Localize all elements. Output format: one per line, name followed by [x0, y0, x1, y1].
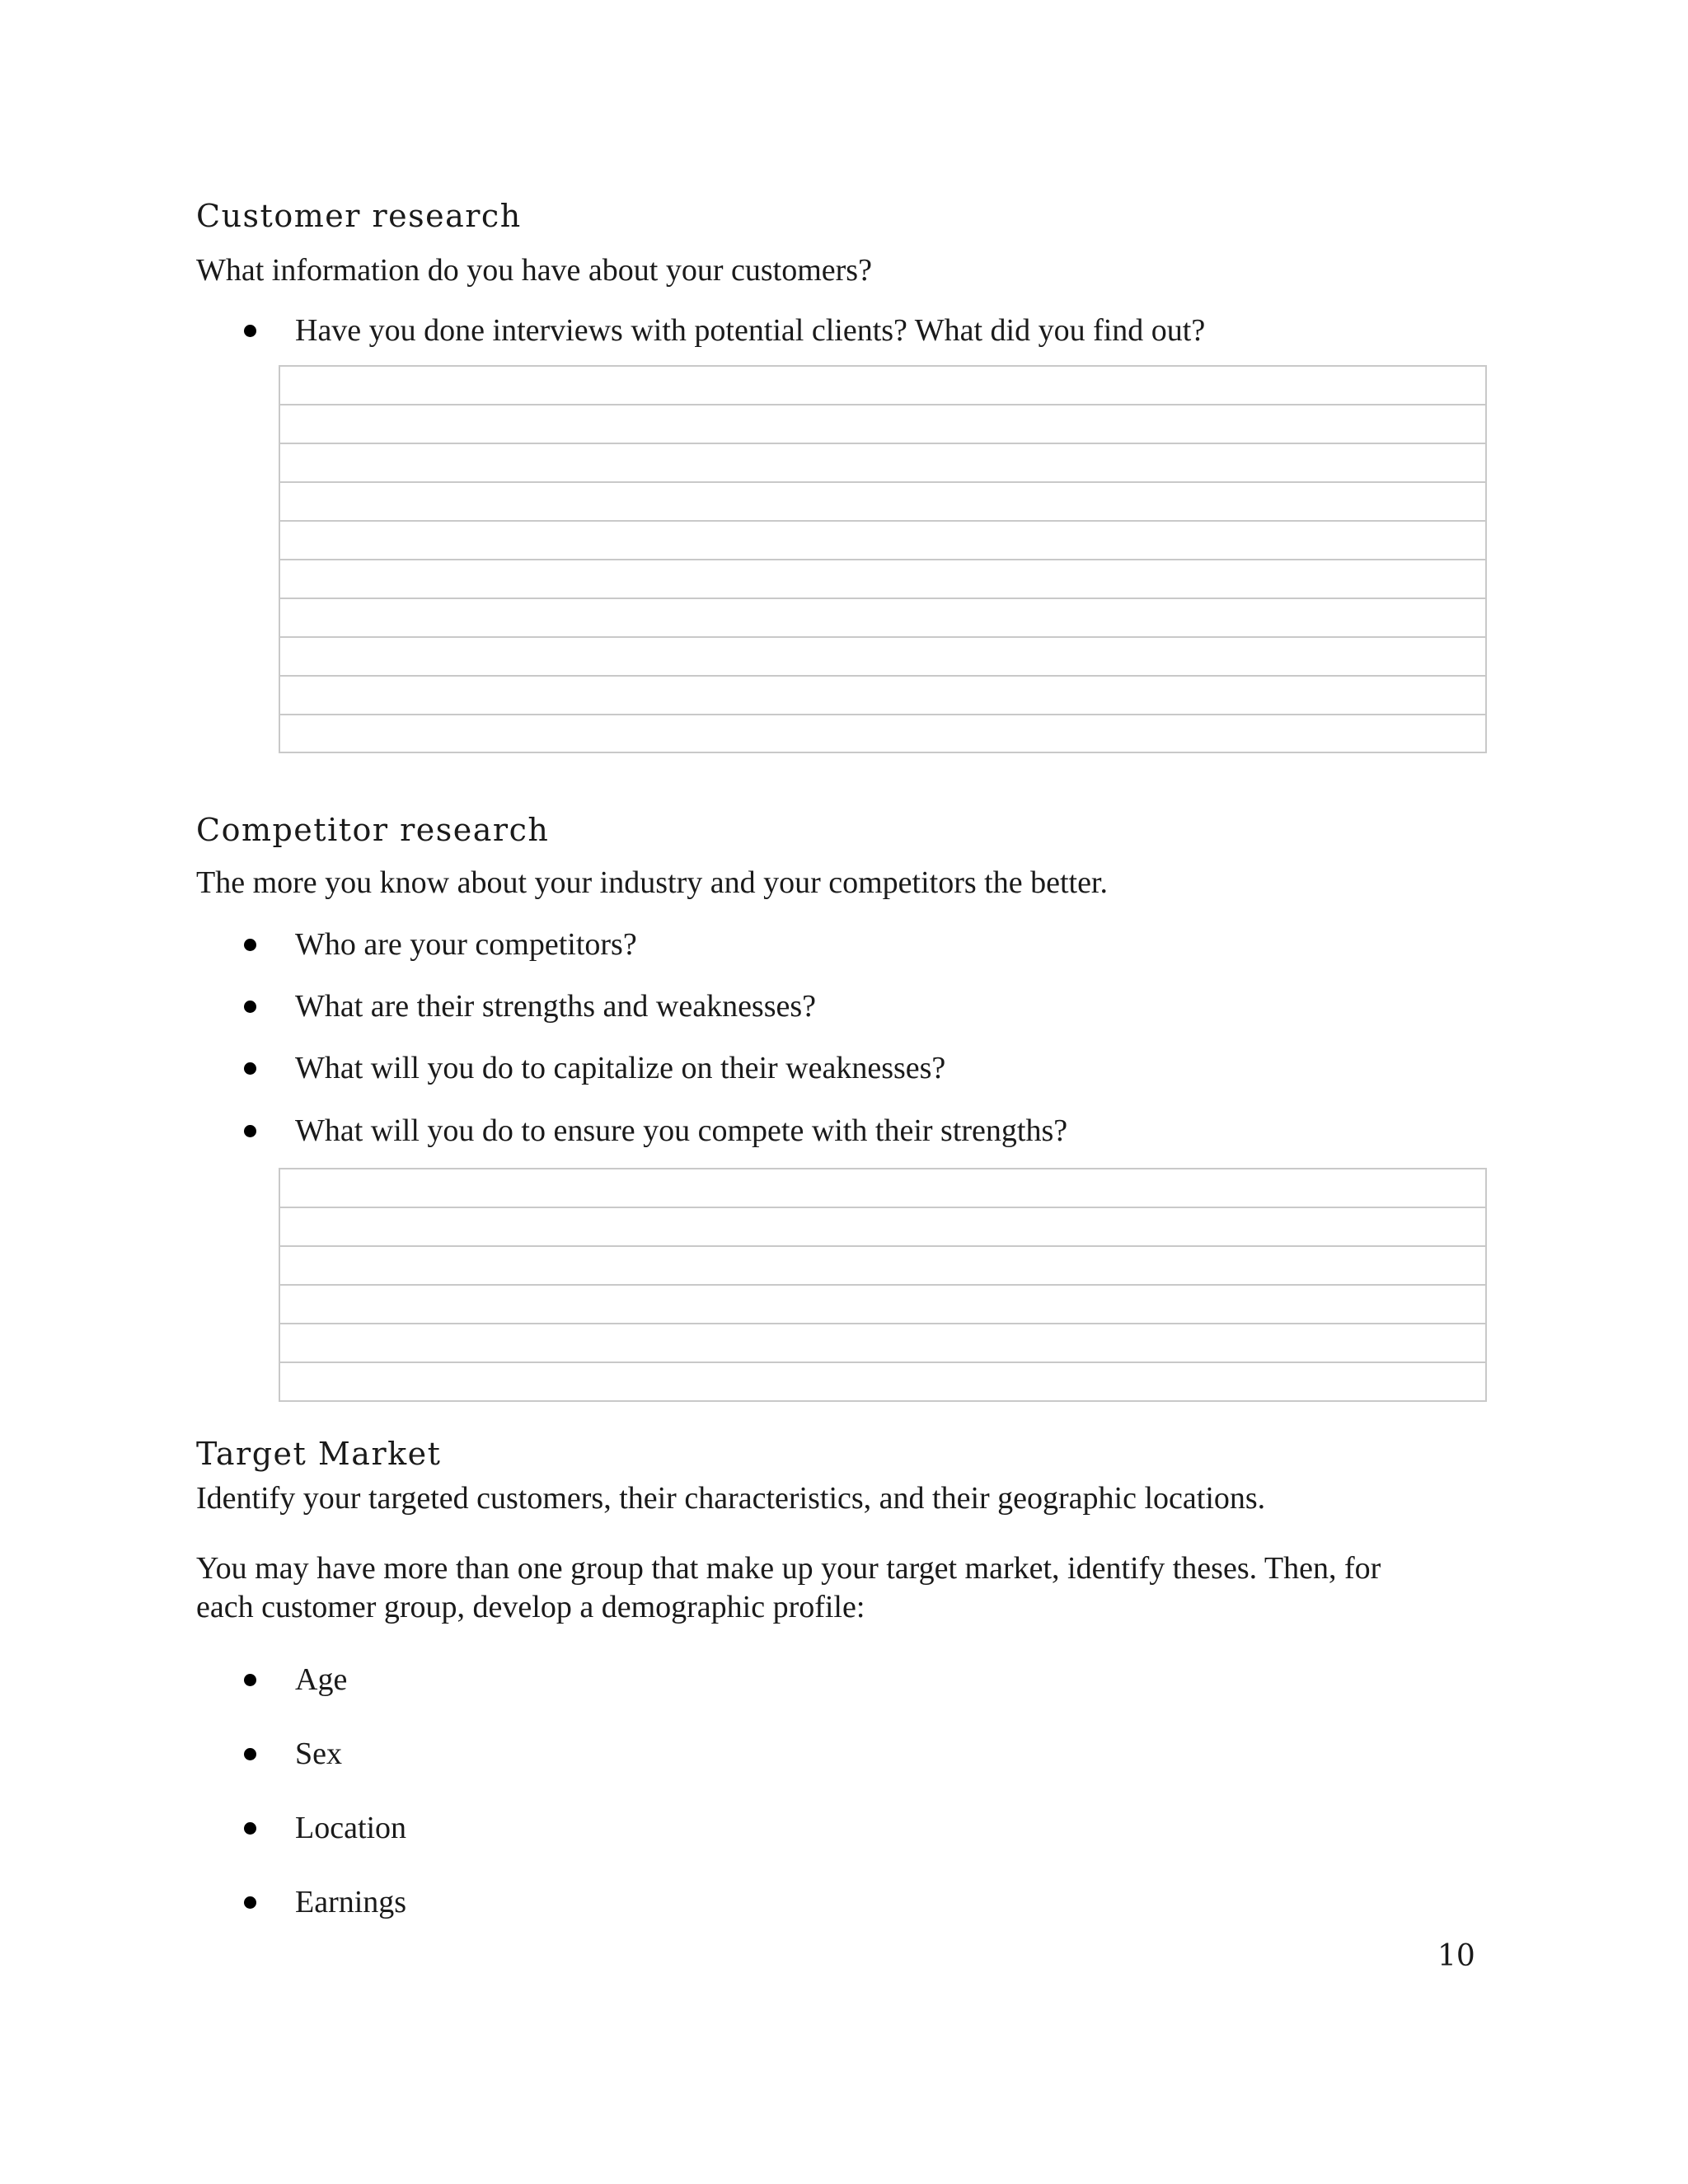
customer-research-answer-box[interactable] — [279, 365, 1487, 753]
answer-line[interactable] — [280, 1363, 1485, 1402]
answer-line[interactable] — [280, 1247, 1485, 1286]
answer-line[interactable] — [280, 444, 1485, 483]
bullet-text: Earnings — [295, 1885, 407, 1919]
answer-line[interactable] — [280, 560, 1485, 599]
bullet-text: Who are your competitors? — [295, 927, 637, 962]
competitor-research-answer-box[interactable] — [279, 1168, 1487, 1402]
bullet-icon — [244, 1822, 256, 1835]
target-market-paragraph-line-1: You may have more than one group that make up your target market, identify theses. Then, for — [196, 1551, 1381, 1586]
answer-line[interactable] — [280, 1208, 1485, 1247]
answer-line[interactable] — [280, 367, 1485, 405]
answer-line[interactable] — [280, 1169, 1485, 1208]
bullet-text: Sex — [295, 1736, 342, 1771]
bullet-icon — [244, 1748, 256, 1760]
customer-research-heading: Customer research — [196, 198, 522, 234]
competitor-research-heading: Competitor research — [196, 812, 550, 848]
bullet-icon — [244, 1896, 256, 1909]
bullet-icon — [244, 1001, 256, 1013]
answer-line[interactable] — [280, 715, 1485, 754]
answer-line[interactable] — [280, 638, 1485, 677]
answer-line[interactable] — [280, 522, 1485, 560]
bullet-icon — [244, 939, 256, 951]
bullet-icon — [244, 325, 256, 337]
target-market-paragraph-line-2: each customer group, develop a demographic profile: — [196, 1590, 865, 1624]
answer-line[interactable] — [280, 1286, 1485, 1324]
answer-line[interactable] — [280, 677, 1485, 715]
competitor-research-intro: The more you know about your industry and your competitors the better. — [196, 865, 1108, 900]
bullet-icon — [244, 1062, 256, 1075]
bullet-text: Age — [295, 1662, 348, 1697]
page-number: 10 — [1437, 1939, 1475, 1973]
customer-research-intro: What information do you have about your customers? — [196, 253, 872, 288]
bullet-text: What will you do to ensure you compete with their strengths? — [295, 1113, 1068, 1148]
answer-line[interactable] — [280, 599, 1485, 638]
bullet-text: Location — [295, 1811, 407, 1845]
target-market-heading: Target Market — [196, 1436, 442, 1472]
bullet-text: What are their strengths and weaknesses? — [295, 989, 817, 1024]
answer-line[interactable] — [280, 405, 1485, 444]
bullet-text: Have you done interviews with potential clients? What did you find out? — [295, 313, 1206, 348]
bullet-icon — [244, 1674, 256, 1686]
answer-line[interactable] — [280, 483, 1485, 522]
target-market-intro: Identify your targeted customers, their characteristics, and their geographic locations. — [196, 1481, 1266, 1516]
answer-line[interactable] — [280, 1324, 1485, 1363]
bullet-text: What will you do to capitalize on their weaknesses? — [295, 1051, 946, 1085]
bullet-icon — [244, 1125, 256, 1137]
